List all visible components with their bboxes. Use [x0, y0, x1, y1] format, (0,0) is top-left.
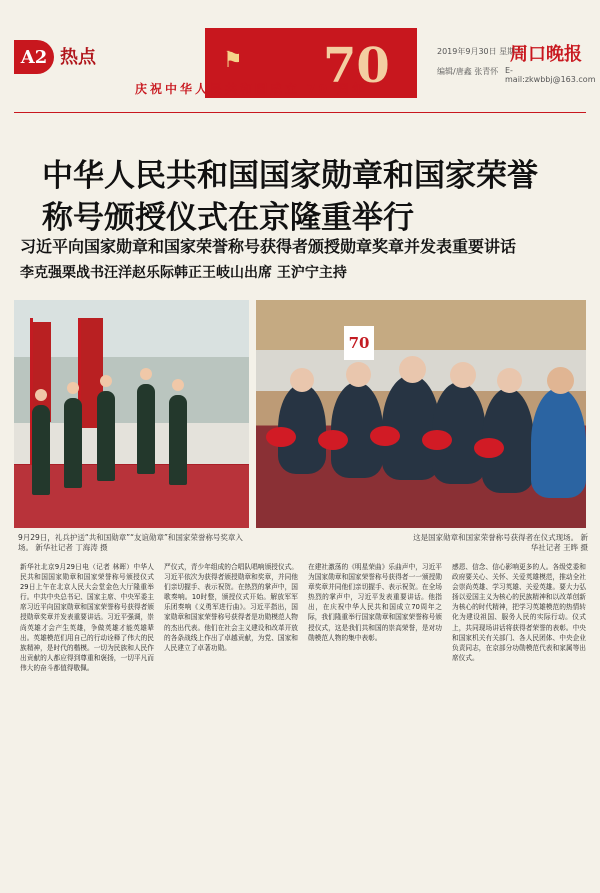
seventy-emblem: 70 — [323, 38, 390, 94]
page-number-badge: A2 — [14, 40, 54, 74]
left-photo-caption: 9月29日，礼兵护送“共和国勋章”“友谊勋章”和国家荣誉称号奖章入场。 新华社记者 丁海涛 摄 — [18, 533, 243, 552]
celebration-tagline: 庆祝中华人民共和国成立 70 周年 — [135, 82, 368, 96]
article-column-3: 在建社激荡的《明星荣曲》乐曲声中，习近平为国家勋章和国家荣誉称号获得者一一颁授勋章奖章并同他们亲切握手、表示祝贺。在全场热烈的掌声中，习近平发表重要讲话。他指出，在庆祝中华人民共和国成立70周年之际，我们隆重举行国家勋章和国家荣誉称号颁授仪式，这是我们共和国的崇高荣誉，是对功勋模范人物的集中表彰。 — [308, 563, 442, 642]
article-column-4: 感恩、信念、信心影响更多的人。各级党委和政府要关心、关怀、关爱英雄模范，推动全社会崇尚英雄、学习英雄、关爱英雄。要大力弘扬以爱国主义为核心的民族精神和以改革创新为核心的时代精神，把学习英雄模范的热情转化为建设祖国、服务人民的实际行动。仪式上，共同现场讲话将获得者荣誉的表彰。中央和国家机关有关部门、各人民团体、中央企业负责同志，在京部分功勋模范代表和家属等出席仪式。 — [452, 563, 586, 662]
main-subtitle: 习近平向国家勋章和国家荣誉称号获得者颁授勋章奖章并发表重要讲话 — [20, 237, 517, 256]
section-title: 热点 — [60, 47, 96, 68]
recipients-photo — [256, 300, 586, 528]
newspaper-header — [0, 0, 600, 118]
editor-email: E-mail:zkwbbj@163.com — [505, 66, 596, 84]
article-column-2: 严仪式，青少年组成的合唱队唱响颁授仪式。习近平依次为获得者颁授勋章和奖章，并同他们亲切握手、表示祝贺。在热烈的掌声中，国歌奏响。10时整，颁授仪式开始。解放军军乐团奏响《义勇军进行曲》。习近平指出，国家勋章和国家荣誉称号获得者是功勋模范人物的杰出代表。他们在社会主义建设和改革开放的各条战线上作出了卓越贡献，为党、国家和人民建立了卓著功勋。 — [164, 563, 298, 652]
honor-guard-photo — [14, 300, 249, 528]
article-column-1: 新华社北京9月29日电（记者 林晖）中华人民共和国国家勋章和国家荣誉称号颁授仪式29日上午在北京人民大会堂金色大厅隆重举行。中共中央总书记、国家主席、中央军委主席习近平向国家勋章和国家荣誉称号获得者颁授勋章奖章并发表重要讲话。习近平强调，崇尚英雄才会产生英雄，争做英雄才能英雄辈出。英雄模范们用自己的行动诠释了伟大的民族精神，是时代的楷模。一切为民族和人民作出贡献的人都应得到尊重和褒扬，一切平凡而伟大的奋斗都值得敬佩。 — [20, 563, 154, 672]
right-photo-caption: 这是国家勋章和国家荣誉称号获得者在仪式现场。 新华社记者 王晔 摄 — [413, 533, 588, 552]
attendance-subtitle: 李克强栗战书汪洋赵乐际韩正王岐山出席 王沪宁主持 — [20, 265, 347, 281]
article-columns — [20, 562, 586, 877]
editor-credit: 编辑/唐鑫 张青怀 — [437, 67, 499, 76]
header-divider — [14, 112, 586, 113]
main-headline: 中华人民共和国国家勋章和国家荣誉称号颁授仪式在京隆重举行 — [42, 157, 538, 236]
seventy-display-icon: 70 — [344, 326, 374, 360]
red-flag-icon: ⚑ — [223, 48, 243, 73]
newspaper-title: 周口晚报 — [510, 44, 582, 65]
publication-date: 2019年9月30日 星期一 — [437, 47, 524, 56]
